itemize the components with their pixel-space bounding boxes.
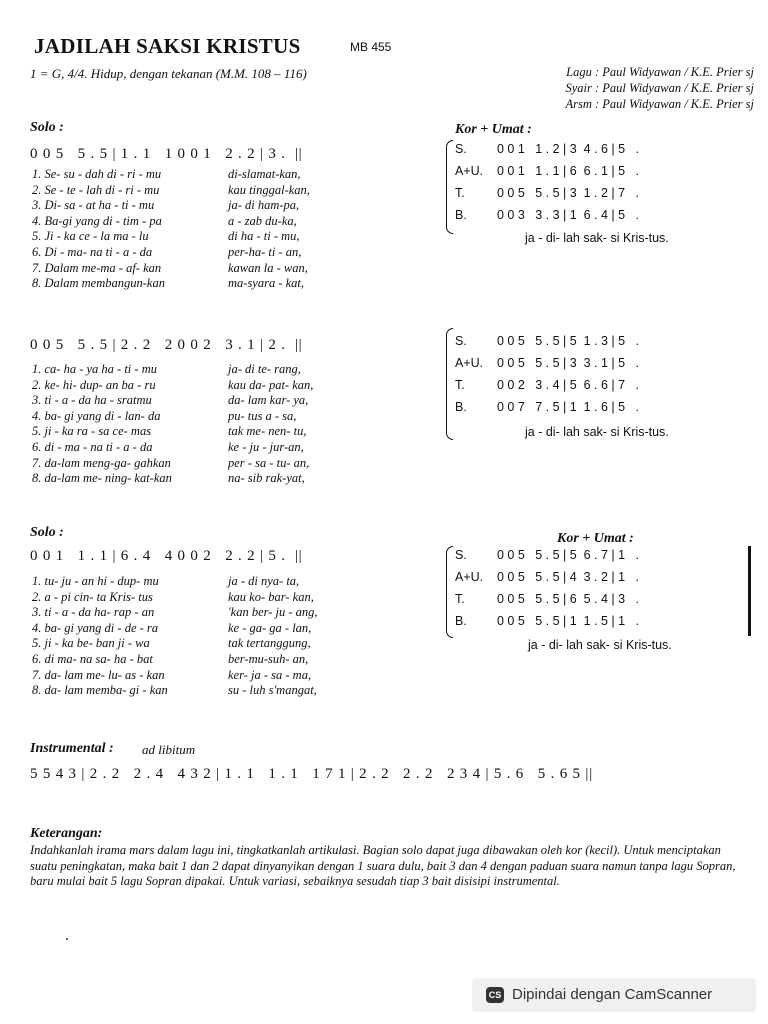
choir-brace-3 xyxy=(446,546,453,638)
verse-line: 6. di ma- na sa- ha - bat ber-mu-suh- an, xyxy=(32,651,309,666)
verse-line: 7. Dalam me-ma - af- kan kawan la - wan, xyxy=(32,260,308,275)
verse-line: 8. da- lam memba- gi - kan su - luh s'mangat, xyxy=(32,683,317,698)
camscanner-text: Dipindai dengan CamScanner xyxy=(512,986,713,1003)
song-number: MB 455 xyxy=(350,40,392,54)
choir-block-2 xyxy=(455,334,639,422)
choir-row-bass: B. 0 0 5 5 . 5 | 1 1 . 5 | 1 . xyxy=(455,614,639,628)
credit-arsm: Arsm : Paul Widyawan / K.E. Prier sj xyxy=(565,97,754,111)
credits xyxy=(565,64,754,112)
choir-block-1 xyxy=(455,142,639,230)
verse-line: 5. Ji - ka ce - la ma - lu di ha - ti - mu, xyxy=(32,229,300,244)
solo-notation-1: 0 0 5 5 . 5 | 1 . 1 1 0 0 1 2 . 2 | 3 . || xyxy=(30,146,303,162)
choir-row-bass: B. 0 0 3 3 . 3 | 1 6 . 4 | 5 . xyxy=(455,208,639,222)
key-tempo-info: 1 = G, 4/4. Hidup, dengan tekanan (M.M. 108 – 116) xyxy=(30,66,307,81)
verse-line: 5. ji - ka be- ban ji - wa tak tertanggung, xyxy=(32,636,311,651)
verse-line: 3. ti - a - da ha - sratmu da- lam kar- ya, xyxy=(32,393,309,408)
solo-label-1: Solo : xyxy=(30,120,64,135)
verse-line: 6. Di - ma- na ti - a - da per-ha- ti - an, xyxy=(32,244,302,259)
verse-line: 1. Se- su - dah di - ri - mu di-slamat-kan, xyxy=(32,167,301,181)
verse-line: 8. Dalam membangun-kan ma-syara - kat, xyxy=(32,276,305,291)
verse-line: 2. a - pi cin- ta Kris- tus kau ko- bar- kan, xyxy=(32,589,314,604)
camscanner-badge xyxy=(472,978,756,1012)
choir-row-tenor: T. 0 0 5 5 . 5 | 6 5 . 4 | 3 . xyxy=(455,592,639,606)
verse-line: 6. di - ma - na ti - a - da ke - ju - jur-an, xyxy=(32,439,304,454)
credit-lagu: Lagu : Paul Widyawan / K.E. Prier sj xyxy=(566,65,754,79)
solo-notation-3: 0 0 1 1 . 1 | 6 . 4 4 0 0 2 2 . 2 | 5 . || xyxy=(30,548,303,564)
verses-block-1 xyxy=(32,167,310,292)
scan-speck xyxy=(66,938,68,940)
choir-lyric-2: ja - di- lah sak- si Kris-tus. xyxy=(525,425,669,439)
choir-label-1: Kor + Umat : xyxy=(455,122,532,137)
choir-row-soprano: S. 0 0 1 1 . 2 | 3 4 . 6 | 5 . xyxy=(455,142,639,156)
song-title: JADILAH SAKSI KRISTUS xyxy=(34,34,301,58)
choir-row-bass: B. 0 0 7 7 . 5 | 1 1 . 6 | 5 . xyxy=(455,400,639,414)
solo-notation-2: 0 0 5 5 . 5 | 2 . 2 2 0 0 2 3 . 1 | 2 . || xyxy=(30,337,303,353)
choir-block-3 xyxy=(455,548,639,636)
credit-syair: Syair : Paul Widyawan / K.E. Prier sj xyxy=(565,81,754,95)
verse-line: 7. da-lam meng-ga- gahkan per - sa - tu- an, xyxy=(32,455,310,470)
verse-line: 2. ke- hi- dup- an ba - ru kau da- pat- kan, xyxy=(32,377,314,392)
choir-lyric-3: ja - di- lah sak- si Kris-tus. xyxy=(528,638,672,652)
verse-line: 4. Ba-gi yang di - tim - pa a - zab du-ka, xyxy=(32,213,297,228)
choir-brace-1 xyxy=(446,140,453,234)
verse-line: 1. tu- ju - an hi - dup- mu ja - di nya- ta, xyxy=(32,574,300,588)
instrumental-tempo: ad libitum xyxy=(142,742,196,757)
choir-label-3: Kor + Umat : xyxy=(557,531,634,546)
solo-label-3: Solo : xyxy=(30,525,64,540)
verse-line: 4. ba- gi yang di - lan- da pu- tus a - sa, xyxy=(32,408,297,423)
choir-row-tenor: T. 0 0 5 5 . 5 | 3 1 . 2 | 7 . xyxy=(455,186,639,200)
verse-line: 8. da-lam me- ning- kat-kan na- sib rak-yat, xyxy=(32,471,305,486)
verse-line: 3. Di- sa - at ha - ti - mu ja- di ham-pa, xyxy=(32,198,300,213)
verse-line: 3. ti - a - da ha- rap - an 'kan ber- ju - ang, xyxy=(32,605,318,620)
verses-block-2 xyxy=(32,362,313,487)
instrumental-label: Instrumental : xyxy=(30,741,114,756)
final-barline xyxy=(748,546,751,636)
choir-row-soprano: S. 0 0 5 5 . 5 | 5 6 . 7 | 1 . xyxy=(455,548,639,562)
notes-text: Indahkanlah irama mars dalam lagu ini, tingkatkanlah artikulasi. Bagian solo dapat juga dibawakan oleh kor (kecil). Untuk menciptakan suatu peningkatan, maka bait 1 dan 2 dapat dinyanyikan dengan 1 suara dulu, bait 3 dan 4 dengan paduan suara namun tanpa lagu Sopran, baru mulai bait 5 lagu Sopran dipakai. Untuk variasi, sebaiknya sesudah tiap 3 bait disisipi instrumental. xyxy=(30,843,736,888)
choir-row-alto: A+U. 0 0 5 5 . 5 | 4 3 . 2 | 1 . xyxy=(455,570,639,584)
choir-row-soprano: S. 0 0 5 5 . 5 | 5 1 . 3 | 5 . xyxy=(455,334,639,348)
choir-row-alto: A+U. 0 0 5 5 . 5 | 3 3 . 1 | 5 . xyxy=(455,356,639,370)
verse-line: 1. ca- ha - ya ha - ti - mu ja- di te- rang, xyxy=(32,362,301,376)
choir-brace-2 xyxy=(446,328,453,440)
verse-line: 7. da- lam me- lu- as - kan ker- ja - sa - ma, xyxy=(32,667,312,682)
choir-row-tenor: T. 0 0 2 3 . 4 | 5 6 . 6 | 7 . xyxy=(455,378,639,392)
notes-title: Keterangan: xyxy=(30,826,103,841)
camscanner-icon: CS xyxy=(486,987,504,1003)
choir-lyric-1: ja - di- lah sak- si Kris-tus. xyxy=(525,231,669,245)
choir-row-alto: A+U. 0 0 1 1 . 1 | 6 6 . 1 | 5 . xyxy=(455,164,639,178)
instrumental-notation: 5 5 4 3 | 2 . 2 2 . 4 4 3 2 | 1 . 1 1 . 1 1 7 1 | 2 . 2 2 . 2 2 3 4 | 5 . 6 5 . 6 5 || xyxy=(30,766,594,782)
verse-line: 4. ba- gi yang di - de - ra ke - ga- ga - lan, xyxy=(32,620,312,635)
verses-block-3 xyxy=(32,574,318,699)
verse-line: 5. ji - ka ra - sa ce- mas tak me- nen- tu, xyxy=(32,424,307,439)
verse-line: 2. Se - te - lah di - ri - mu kau tinggal-kan, xyxy=(32,182,310,197)
